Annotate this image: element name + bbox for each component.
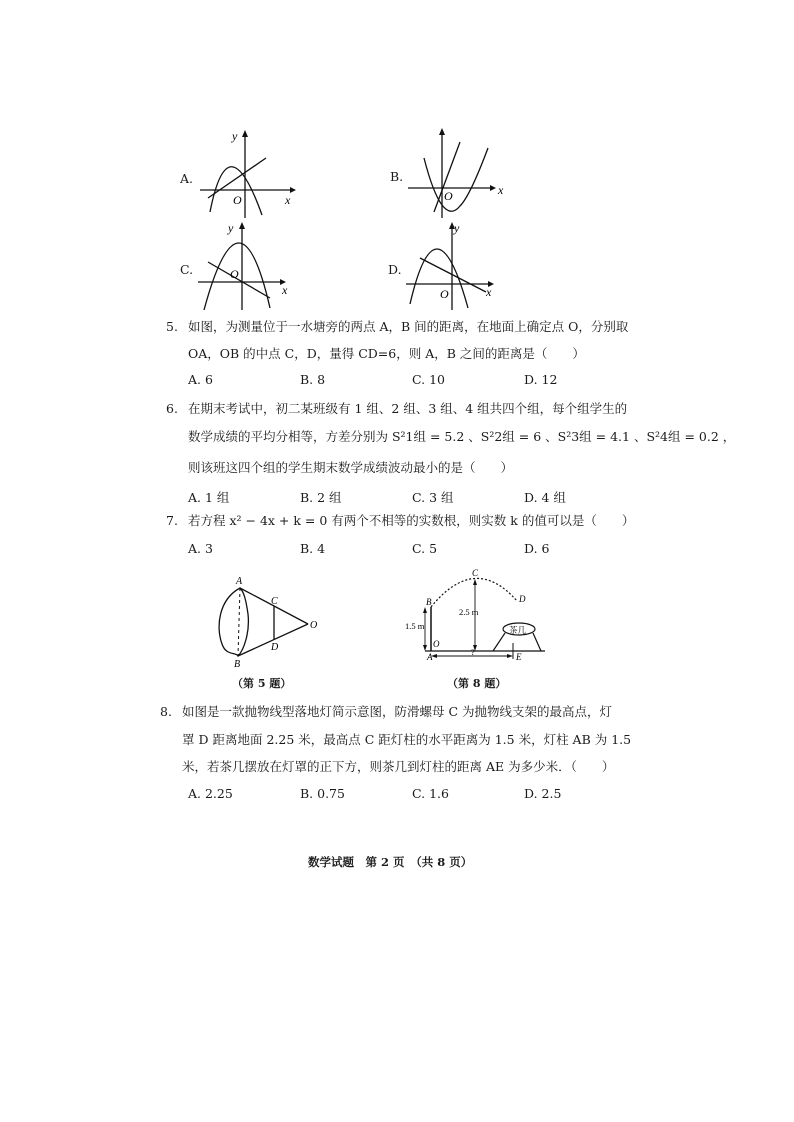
- q5-option-c[interactable]: C. 10: [412, 372, 445, 387]
- fig5-caption: （第 5 题）: [232, 677, 292, 690]
- fig8-label-o: O: [433, 639, 440, 649]
- q5-option-d[interactable]: D. 12: [524, 372, 558, 387]
- graph-a-x-label: x: [285, 193, 291, 207]
- graph-c-x-label: x: [282, 283, 288, 297]
- q6-option-b[interactable]: B. 2 组: [300, 490, 342, 505]
- q8-option-c[interactable]: C. 1.6: [412, 786, 449, 801]
- fig5-label-d: D: [271, 642, 279, 653]
- q6-option-c[interactable]: C. 3 组: [412, 490, 454, 505]
- q8-option-d[interactable]: D. 2.5: [524, 786, 562, 801]
- fig5-label-o: O: [310, 620, 318, 631]
- graph-c: [198, 222, 298, 314]
- fig8-height-c: 2.5 m: [459, 607, 479, 617]
- fig8-caption: （第 8 题）: [447, 677, 507, 690]
- q7-line1: 若方程 x² − 4x + k = 0 有两个不相等的实数根，则实数 k 的值可以是（ ）: [188, 513, 635, 528]
- q6-line3: 则该班这四个组的学生期末数学成绩波动最小的是（ ）: [188, 460, 514, 475]
- fig8-tea-table: 茶几: [509, 625, 527, 635]
- fig5-label-a: A: [236, 576, 243, 587]
- fig5-label-c: C: [271, 596, 278, 607]
- q8-option-a[interactable]: A. 2.25: [188, 786, 233, 801]
- q5-line2: OA，OB 的中点 C，D，量得 CD=6，则 A，B 之间的距离是（ ）: [188, 346, 585, 361]
- graph-d-origin: O: [440, 287, 449, 301]
- graph-b: [408, 128, 508, 223]
- graph-option-c-label: C.: [180, 262, 194, 277]
- fig8-label-a: A: [427, 652, 433, 662]
- fig8-label-e: E: [516, 652, 522, 662]
- q5-option-a[interactable]: A. 6: [188, 372, 213, 387]
- q8-line1: 如图是一款抛物线型落地灯简示意图，防滑螺母 C 为抛物线支架的最高点，灯: [182, 704, 613, 719]
- graph-a-origin: O: [233, 193, 242, 207]
- q5-line1: 如图，为测量位于一水塘旁的两点 A，B 间的距离，在地面上确定点 O，分别取: [188, 319, 629, 334]
- q8-option-b[interactable]: B. 0.75: [300, 786, 345, 801]
- q6-option-a[interactable]: A. 1 组: [188, 490, 230, 505]
- graph-d-x-label: x: [486, 285, 492, 299]
- q7-number: 7.: [166, 513, 178, 528]
- fig8-height-ab: 1.5 m: [405, 621, 425, 631]
- fig8-label-d: D: [519, 594, 526, 604]
- q7-option-c[interactable]: C. 5: [412, 541, 438, 556]
- graph-a-y-label: y: [232, 129, 238, 143]
- q6-line2: 数学成绩的平均分相等，方差分别为 S²1组 = 5.2 、S²2组 = 6 、S²3组 = 4.1 、S²4组 = 0.2 ，: [188, 429, 736, 444]
- q5-option-b[interactable]: B. 8: [300, 372, 326, 387]
- figure-q8: [405, 565, 555, 665]
- figure-q5: [210, 576, 330, 670]
- q7-option-a[interactable]: A. 3: [188, 541, 213, 556]
- graph-d-y-label: y: [454, 221, 460, 235]
- graph-d: [406, 222, 506, 314]
- page-footer: 数学试题 第 2 页 （共 8 页）: [308, 855, 473, 869]
- graph-option-d-label: D.: [388, 262, 402, 277]
- graph-option-a-label: A.: [180, 171, 194, 186]
- q8-number: 8.: [160, 704, 172, 719]
- graph-b-x-label: x: [498, 183, 504, 197]
- q8-line3: 米，若茶几摆放在灯罩的正下方，则茶几到灯柱的距离 AE 为多少米．（ ）: [182, 759, 615, 774]
- q7-option-d[interactable]: D. 6: [524, 541, 550, 556]
- q6-number: 6.: [166, 401, 178, 416]
- q8-line2: 罩 D 距离地面 2.25 米，最高点 C 距灯柱的水平距离为 1.5 米，灯柱 AB 为 1.5: [182, 732, 632, 747]
- q5-number: 5.: [166, 319, 178, 334]
- graph-b-origin: O: [444, 189, 453, 203]
- q6-option-d[interactable]: D. 4 组: [524, 490, 566, 505]
- graph-a: [200, 130, 300, 220]
- graph-option-b-label: B.: [390, 169, 404, 184]
- fig8-label-b: B: [426, 597, 432, 607]
- fig5-label-b: B: [234, 659, 241, 670]
- q7-option-b[interactable]: B. 4: [300, 541, 326, 556]
- graph-c-y-label: y: [228, 221, 234, 235]
- fig8-distance: ?: [471, 647, 475, 657]
- q6-line1: 在期末考试中，初二某班级有 1 组、2 组、3 组、4 组共四个组，每个组学生的: [188, 401, 628, 416]
- graph-c-origin: O: [230, 267, 239, 281]
- fig8-label-c: C: [472, 568, 479, 578]
